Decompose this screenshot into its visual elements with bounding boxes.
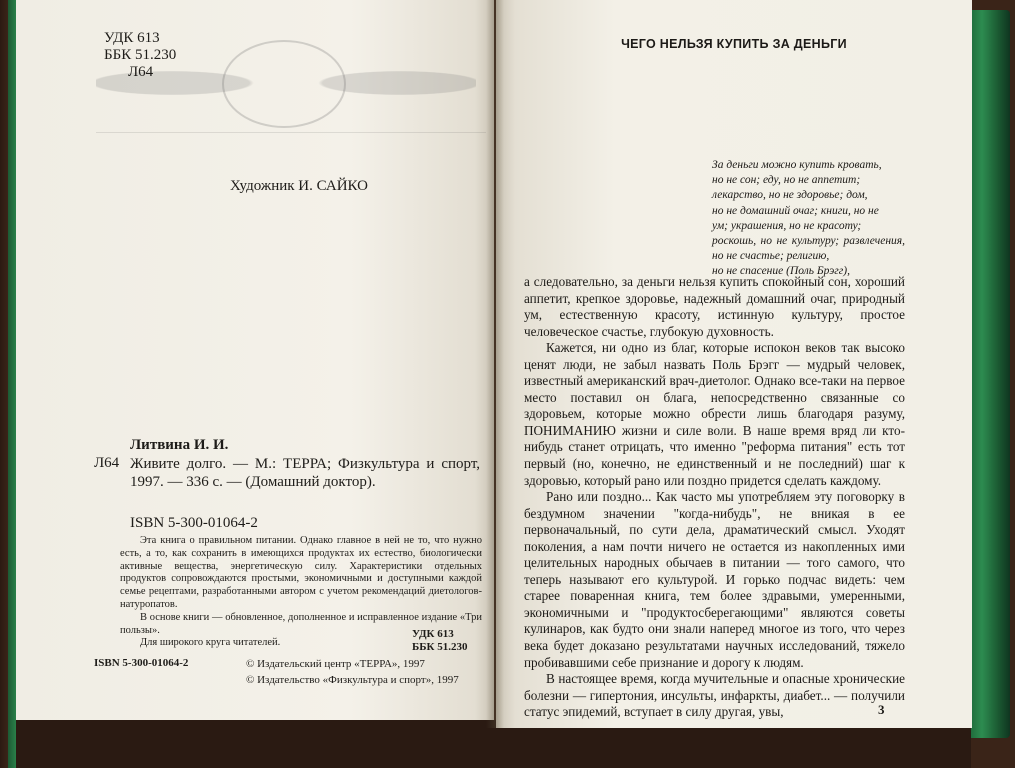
artist-credit: Художник И. САЙКО: [230, 178, 369, 194]
body-paragraph: Рано или поздно... Как часто мы употребляем эту поговорку в бездумном значении "когда-нибудь", не вникая в ее первоначальный, по сути дела, драматический смысл. Уходят поколения, а нам почти ничего не остается из накопленных ими целительных народных обычаев в питании — того самого, что теперь называют его культурой. И горько подчас видеть: чем старее поваренная книга, тем более здравыми, умеренными, экономичными и "продуктосберегающими" являются советы кулинаров, как будто они знали наперед многое из того, что через века будет доказано результатами научных исследований, тяжело пробивавшими себе признание и дорогу к людям.: [524, 489, 905, 670]
copyright-block: [246, 656, 459, 688]
epigraph-line: но не домашний очаг; книги, но не: [712, 204, 879, 217]
epigraph: [712, 158, 905, 280]
body-paragraph: В настоящее время, когда мучительные и опасные хронические болезни — гипертония, инсульты, инфаркты, диабет... — получили статус эпидемий, вступает в силу другая, увы,: [524, 671, 905, 720]
page-number: 3: [878, 702, 885, 717]
show-through-rule: [96, 132, 486, 133]
abstract-paragraph: Эта книга о правильном питании. Однако главное в ней не то, что нужно есть, а то, как сохранить в имеющихся продуктах их естество, биологически активные вещества, энергетическую силу. Характеристики отдельных продуктов сопровождаются простыми, экономичными и доступными каждой семье рецептами, разработанными автором с учетом рекомендаций диетологов-натуропатов.: [120, 535, 482, 610]
epigraph-line: ум; украшения, но не красоту;: [712, 219, 862, 232]
body-paragraph: а следовательно, за деньги нельзя купить спокойный сон, хороший аппетит, крепкое здоровье, надежный домашний очаг, природный ум, естественную красоту, истинную культуру, простое человеческое счастье, глубокую духовность.: [524, 274, 905, 339]
chapter-body: [524, 274, 905, 721]
udc-classification-block: [104, 30, 176, 81]
bibliographic-entry: Живите долго. — М.: ТЕРРА; Физкультура и спорт, 1997. — 336 с. — (Домашний доктор).: [130, 456, 480, 490]
chapter-title: ЧЕГО НЕЛЬЗЯ КУПИТЬ ЗА ДЕНЬГИ: [621, 37, 847, 51]
catalog-library-code: Л64: [94, 455, 120, 471]
isbn-bottom: ISBN 5-300-01064-2: [94, 657, 189, 669]
author-mark: Л64: [128, 64, 154, 80]
udc-bottom-block: [412, 628, 468, 654]
bbk-code: ББК 51.230: [104, 47, 177, 63]
book-gutter: [486, 0, 504, 728]
body-paragraph: Кажется, ни одно из благ, которые испокон веков так высоко ценят люди, не забыл назвать Поль Брэгг — мудрый человек, известный американский врач-диетолог. Однако все-таки на первое место поставил он блага, непосредственно связанные со здоровьем, которые можно обрести лишь благодаря разуму, ПОНИМАНИЮ жизни и силе воли. В наше время вряд ли кто-нибудь станет отрицать, что именно "реформа питания" есть тот первый (но, конечно, не единственный и не последний) шаг к здоровью, который рано или поздно придется сделать каждому.: [524, 340, 905, 488]
epigraph-line: но не сон; еду, но не аппетит;: [712, 174, 861, 187]
show-through-oval-emblem: [222, 40, 346, 128]
abstract-paragraph: Для широкого круга читателей.: [140, 637, 281, 649]
epigraph-line: роскошь, но не культуру; развлечения, но не счастье; религию,: [712, 235, 905, 263]
epigraph-line: но не спасение (Поль Брэгг),: [712, 265, 850, 278]
bbk-code-bottom: ББК 51.230: [412, 641, 468, 653]
copyright-line: © Издательский центр «ТЕРРА», 1997: [246, 658, 425, 670]
udc-code-bottom: УДК 613: [412, 628, 454, 640]
catalog-isbn: ISBN 5-300-01064-2: [130, 515, 258, 531]
epigraph-line: лекарство, но не здоровье; дом,: [712, 189, 868, 202]
abstract-paragraph: В основе книги — обновленное, дополненное и исправленное издание «Три пользы».: [120, 611, 482, 636]
epigraph-line: За деньги можно купить кровать,: [712, 159, 882, 171]
cover-edge-right: [970, 10, 1010, 738]
udc-code: УДК 613: [104, 30, 160, 46]
copyright-line: © Издательство «Физкультура и спорт», 1997: [246, 674, 459, 686]
catalog-author: Литвина И. И.: [130, 437, 229, 453]
